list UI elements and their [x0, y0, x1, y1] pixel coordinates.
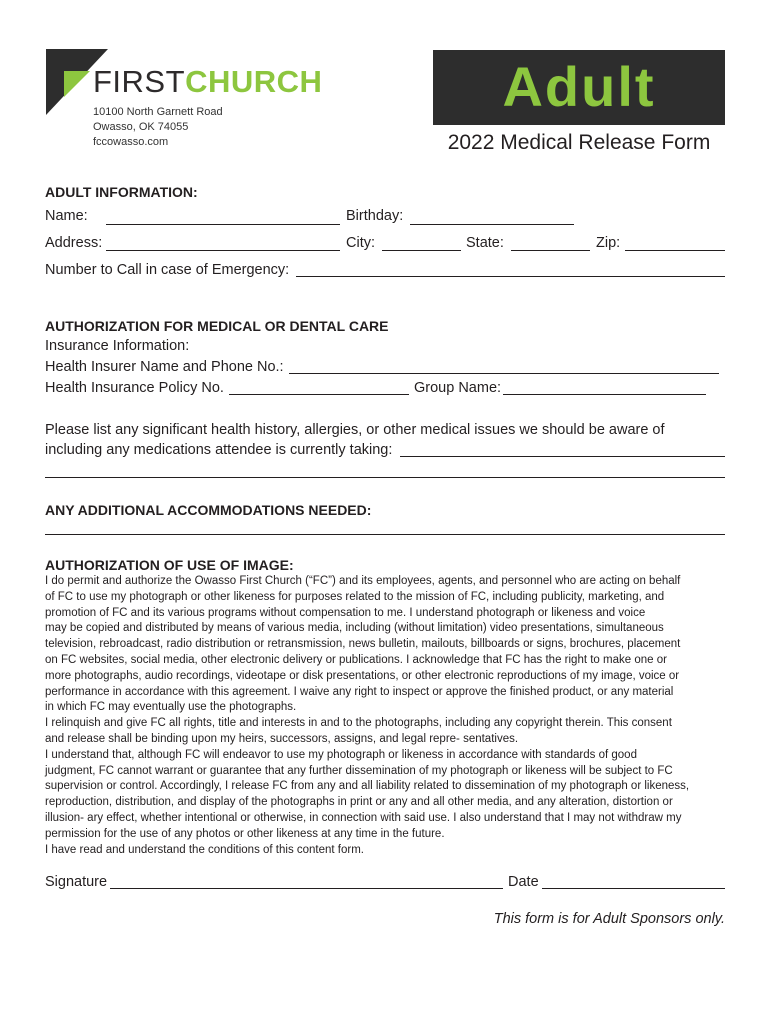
- legal-line: I relinquish and give FC all rights, title and interests in and to the photographs, including any copyright therein. This consent: [45, 717, 672, 730]
- group-label: Group Name:: [414, 380, 502, 396]
- accommodations-field[interactable]: [45, 534, 725, 535]
- image-use-heading: AUTHORIZATION OF USE OF IMAGE:: [45, 557, 294, 573]
- adult-info-heading: ADULT INFORMATION:: [45, 184, 198, 200]
- church-address: [93, 105, 223, 150]
- address-street: 10100 North Garnett Road: [93, 106, 223, 118]
- history-prompt-line2: including any medications attendee is currently taking:: [45, 442, 393, 458]
- city-label: City:: [346, 235, 375, 251]
- emergency-field[interactable]: [296, 276, 725, 277]
- legal-line: on FC websites, social media, other electronic delivery or publications. I acknowledge that FC has the right to make one or: [45, 653, 667, 666]
- legal-line: I do permit and authorize the Owasso First Church (“FC”) and its employees, agents, and personnel who are acting on behalf: [45, 575, 681, 587]
- signature-field[interactable]: [110, 888, 503, 889]
- history-field-line1[interactable]: [400, 456, 725, 457]
- birthday-label: Birthday:: [346, 208, 404, 224]
- adult-badge: [433, 50, 725, 125]
- legal-line: illusion- ary effect, whether intentional or otherwise, in connection with said use. I also understand that I may not withdraw my: [45, 811, 682, 824]
- image-use-text: [45, 574, 735, 858]
- name-field[interactable]: [106, 224, 340, 225]
- legal-line: I have read and understand the conditions of this content form.: [45, 843, 365, 856]
- state-field[interactable]: [511, 250, 590, 251]
- zip-label: Zip:: [596, 235, 621, 251]
- logo-first-text: FIRST: [93, 64, 186, 99]
- insurance-info-label: Insurance Information:: [45, 338, 190, 354]
- legal-line: more photographs, audio recordings, videotape or disk presentations, or other electronic reproductions of my image, voice or: [45, 669, 680, 682]
- address-label: Address:: [45, 235, 103, 251]
- legal-line: judgment, FC cannot warrant or guarantee that any further dissemination of my photograph or likeness will be subject to FC: [45, 764, 673, 777]
- group-field[interactable]: [503, 394, 706, 395]
- legal-line: performance in accordance with this agreement. I waive any right to inspect or approve the finished product, or any material: [45, 685, 674, 698]
- policy-label: Health Insurance Policy No.: [45, 380, 224, 396]
- legal-line: may be copied and distributed by means of various media, including (without limitation) video presentations, simultaneous: [45, 622, 664, 635]
- zip-field[interactable]: [625, 250, 725, 251]
- adult-badge-text: Adult: [502, 55, 656, 118]
- policy-field[interactable]: [229, 394, 409, 395]
- medical-heading: AUTHORIZATION FOR MEDICAL OR DENTAL CARE: [45, 318, 389, 334]
- state-label: State:: [466, 235, 504, 251]
- website: fccowasso.com: [93, 136, 169, 148]
- legal-line: in which FC may eventually use the photographs.: [45, 701, 297, 714]
- legal-line: permission for the use of any photos or other likeness at any time in the future.: [45, 827, 445, 840]
- insurer-field[interactable]: [289, 373, 719, 374]
- legal-line: and release shall be binding upon my heirs, successors, assigns, and legal repre- sentatives.: [45, 732, 519, 745]
- logo-wordmark: [93, 66, 322, 97]
- legal-line: of FC to use my photograph or other likeness for purposes related to the mission of FC, including publicity, marketing, and: [45, 590, 665, 603]
- logo-church-text: CHURCH: [185, 64, 323, 99]
- history-prompt-line1: Please list any significant health history, allergies, or other medical issues we should be aware of: [45, 422, 665, 438]
- legal-line: promotion of FC and its various programs without compensation to me. I understand photograph or likeness and voice: [45, 606, 646, 619]
- legal-line: supervision or control. Accordingly, I release FC from any and all liability related to dissemination of my photograph or likeness,: [45, 780, 690, 793]
- birthday-field[interactable]: [410, 224, 574, 225]
- emergency-label: Number to Call in case of Emergency:: [45, 262, 290, 278]
- signature-label: Signature: [45, 874, 108, 890]
- insurer-label: Health Insurer Name and Phone No.:: [45, 359, 284, 375]
- date-label: Date: [508, 874, 539, 890]
- name-label: Name:: [45, 208, 88, 224]
- form-title: 2022 Medical Release Form: [447, 131, 711, 154]
- legal-line: I understand that, although FC will endeavor to use my photograph or likeness in accordance with standards of good: [45, 748, 637, 761]
- date-field[interactable]: [542, 888, 725, 889]
- accommodations-heading: ANY ADDITIONAL ACCOMMODATIONS NEEDED:: [45, 502, 372, 518]
- adult-sponsors-note: This form is for Adult Sponsors only.: [493, 911, 725, 927]
- legal-line: reproduction, distribution, and display of the photographs in print or any and all other media, and any alteration, distortion or: [45, 796, 673, 809]
- city-field[interactable]: [382, 250, 461, 251]
- legal-line: television, rebroadcast, radio distribution or retransmission, news bulletin, mailouts, billboards or signs, brochures, placement: [45, 638, 681, 651]
- address-city: Owasso, OK 74055: [93, 121, 189, 133]
- history-field-line2[interactable]: [45, 477, 725, 478]
- address-field[interactable]: [106, 250, 340, 251]
